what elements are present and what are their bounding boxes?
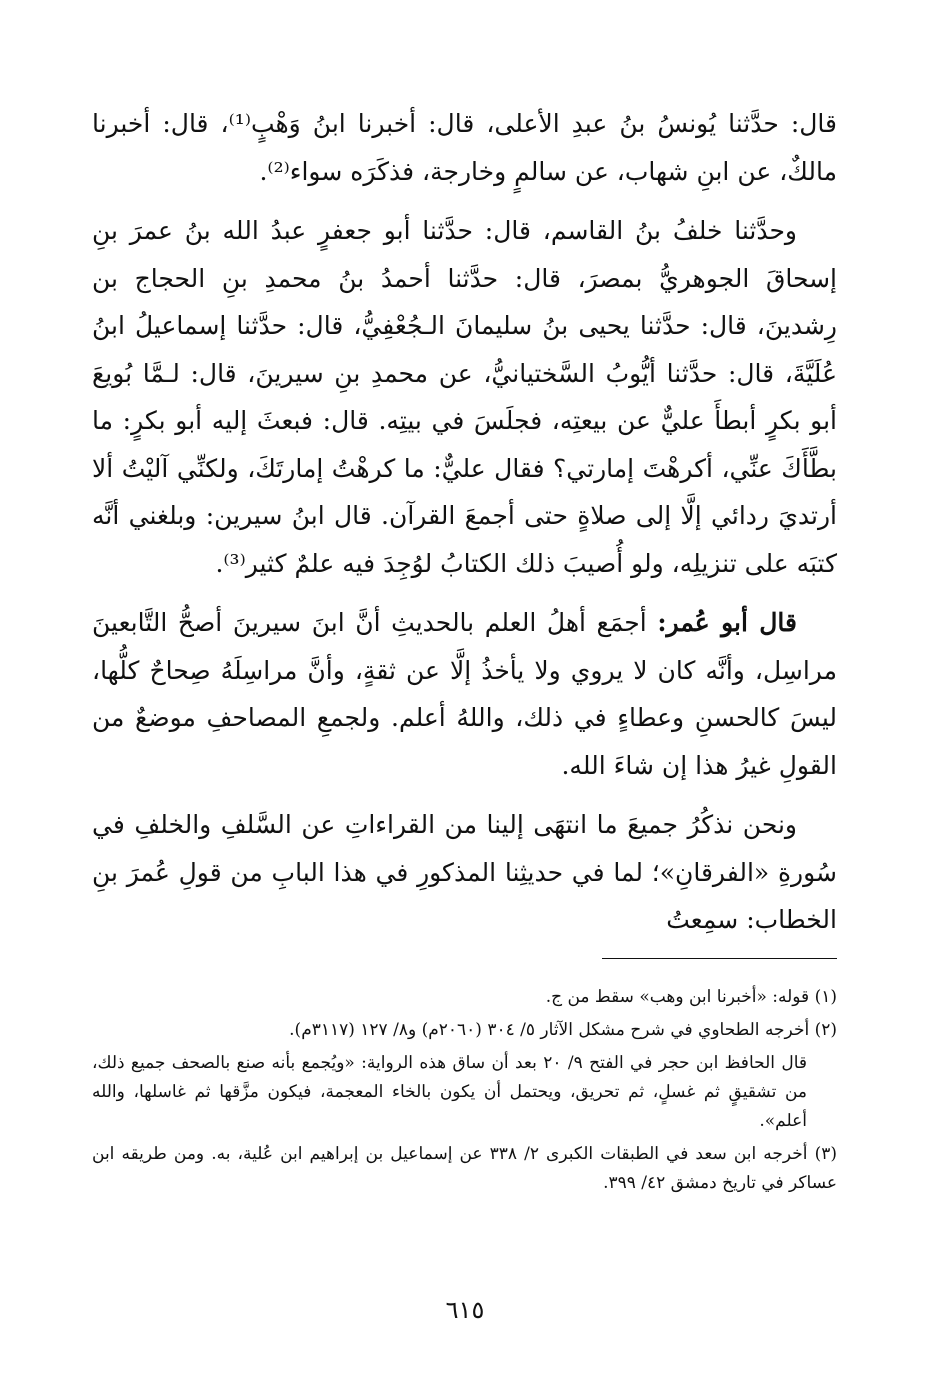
page-content — [92, 100, 837, 1202]
paragraph-3-text: أجمَع أهلُ العلم بالحديثِ أنَّ ابنَ سيرينَ أصحُّ التَّابعينَ مراسِل، وأنَّه كان لا يروي ولا يأخذُ إلَّا عن ثقةٍ، وأنَّ مراسِلَهُ صِحاحٌ كلُّها، ليسَ كالحسنِ وعطاءٍ في ذلك، واللهُ أعلم. ولجمعِ المصاحفِ موضعٌ من القولِ غيرُ هذا إن شاءَ الله. — [92, 608, 837, 780]
footnote-1: (١) قوله: «أخبرنا ابن وهب» سقط من ج. — [545, 986, 837, 1007]
paragraph-3-lead: قال أبو عُمر: — [657, 608, 797, 637]
footnote-separator — [602, 958, 837, 959]
page-number: ٦١٥ — [445, 1296, 485, 1324]
footnote-2: (٢) أخرجه الطحاوي في شرح مشكل الآثار ٥/ ٣٠٤ (٢٠٦٠م) و٨/ ١٢٧ (٣١١٧م). — [289, 1019, 837, 1040]
paragraph-3 — [92, 599, 837, 789]
paragraph-2: وحدَّثنا خلفُ بنُ القاسم، قال: حدَّثنا أبو جعفرٍ عبدُ الله بنُ عمرَ بنِ إسحاقَ الجوهريُّ بمصرَ، قال: حدَّثنا أحمدُ بنُ محمدِ بنِ الحجاج بن رِشدينَ، قال: حدَّثنا يحيى بنُ سليمانَ الـجُعْفِيُّ، قال: حدَّثنا إسماعيلُ ابنُ عُلَيَّةَ، قال: حدَّثنا أيُّوبُ السَّختيانيُّ، عن محمدِ بنِ سيرينَ، قال: لـمَّا بُويعَ أبو بكرٍ أبطأَ عليٌّ عن بيعتِه، فجلَسَ في بيتِه. قال: فبعثَ إليه أبو بكرٍ: ما بطَّأَكَ عنِّي، أكرهْتَ إمارتي؟ فقال عليٌّ: ما كرهْتُ إمارتَكَ، ولكنِّي آليْتُ ألا أرتديَ ردائي إلَّا إلى صلاةٍ حتى أجمعَ القرآن. قال ابنُ سيرين: وبلغني أنَّه كتبَه على تنزيلِه، ولو أُصيبَ ذلك الكتابُ لوُجِدَ فيه علمٌ كثير⁽³⁾. — [92, 216, 838, 578]
footnotes — [92, 983, 837, 1198]
paragraph-1: قال: حدَّثنا يُونسُ بنُ عبدِ الأعلى، قال: أخبرنا ابنُ وَهْبٍ⁽¹⁾، قال: أخبرنا مالكٌ، عن ابنِ شهاب، عن سالمٍ وخارجة، فذكَرَه سواء⁽²⁾. — [92, 109, 837, 186]
footnote-2-continuation: قال الحافظ ابن حجر في الفتح ٩/ ٢٠ بعد أن ساق هذه الرواية: «ويُجمع بأنه صنع بالصحف جميع ذلك، من تشقيقٍ ثم غسلٍ، ثم تحريق، ويحتمل أن يكون بالخاء المعجمة، فيكون مزَّقها ثم غاسلها، والله أعلم». — [92, 1052, 808, 1131]
footnote-3: (٣) أخرجه ابن سعد في الطبقات الكبرى ٢/ ٣٣٨ عن إسماعيل بن إبراهيم ابن عُلية، به. ومن طريقه ابن عساكر في تاريخ دمشق ٤٢/ ٣٩٩. — [92, 1143, 837, 1193]
main-text — [92, 100, 837, 944]
paragraph-4: ونحن نذكُرُ جميعَ ما انتهَى إلينا من القراءاتِ عن السَّلفِ والخلفِ في سُورةِ «الفرقانِ»؛ لما في حديثِنا المذكورِ في هذا البابِ من قولِ عُمرَ بنِ الخطاب: سمِعتُ — [92, 810, 837, 934]
